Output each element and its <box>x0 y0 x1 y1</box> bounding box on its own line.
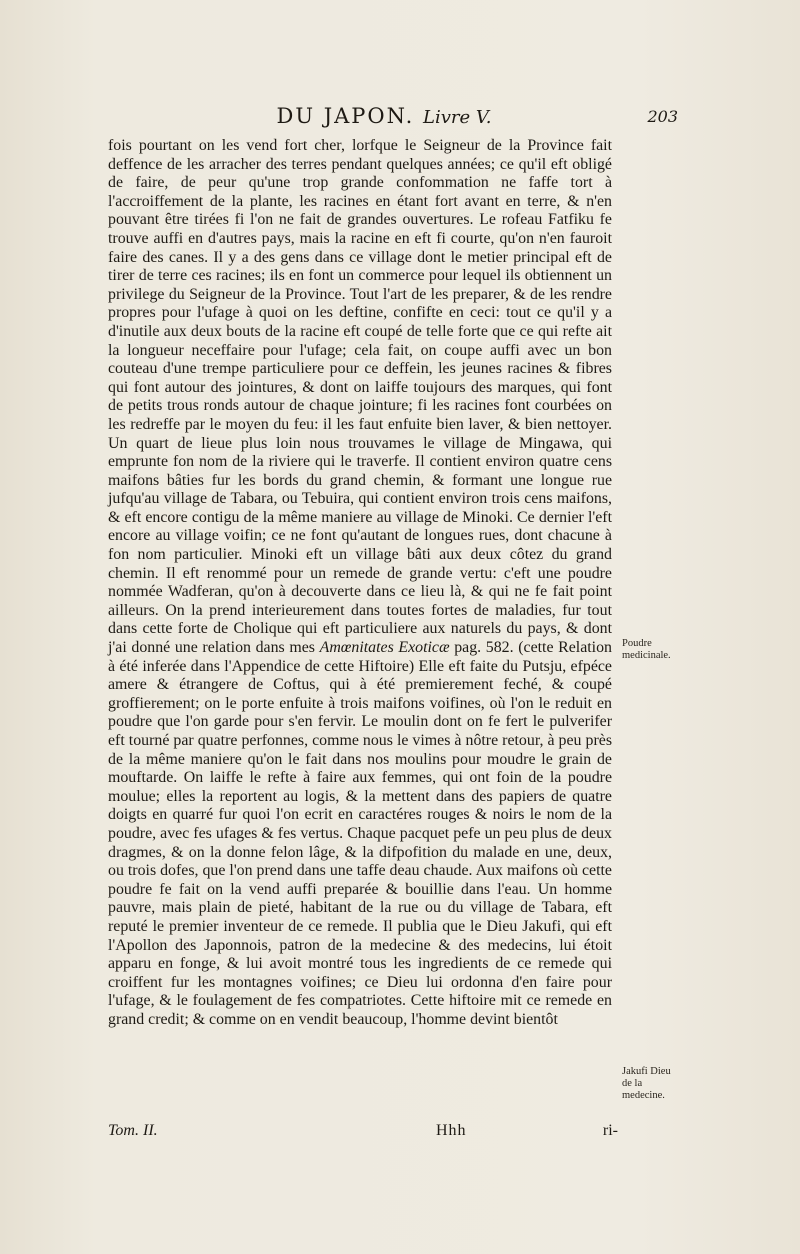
book-label: Livre V. <box>423 107 492 128</box>
text-segment-1: fois pourtant on les vend fort cher, lorfque le Seigneur de la Province fait deffence de les arracher des terres pendant quelques années; ce qu'il eft obligé de faire, de peur qu'une trop grande confommation ne faffe tort à l'accroiffement de la plante, les racines en étant fort avant en terre, & n'en pouvant être tirées fi l'on ne fait de grandes ouvertures. Le rofeau Fatfiku fe trouve auffi en d'autres pays, mais la racine en eft fi courte, qu'on n'en fauroit faire des canes. Il y a des gens dans ce village dont le metier principal eft de tirer de terre ces racines; ils en font un commerce pour lequel ils obtiennent un privilege du Seigneur de la Province. Tout l'art de les preparer, & de les rendre propres pour l'ufage à quoi on les deftine, confifte en ceci: tout ce qu'il y a d'inutile aux deux bouts de la racine eft coupé de telle forte que ce qui refte ait la longueur neceffaire pour l'ufage; cela fait, on coupe auffi avec un bon couteau d'une trempe particuliere pour ce deffein, les jeunes racines & fibres qui font autour des jointures, & dont on laiffe toujours des marques, qui font de petits trous ronds autour de chaque jointure; fi les racines font courbées on les redreffe par le moyen du feu: il les faut enfuite bien laver, & bien nettoyer. Un quart de lieue plus loin nous trouvames le village de Mingawa, qui emprunte fon nom de la riviere qui le traverfe. Il contient environ quatre cens maifons bâties fur les bords du grand chemin, & formant une longue rue jufqu'au village de Tabara, ou Tebuira, qui contient environ trois cens maifons, & eft encore contigu de la même maniere au village de Minoki. Ce dernier l'eft encore au village voifin; ce ne font qu'autant de longues rues, dont chacune à fon nom particulier. Minoki eft un village bâti aux deux côtez du grand chemin. Il eft renommé pour un remede de grande vertu: c'eft une poudre nommée Wadferan, qu'on à decouverte dans ce lieu là, & qui ne fe fait point ailleurs. On la prend interieurement dans toutes fortes de maladies, fur tout dans cette forte de Cholique qui eft particuliere aux naturels du pays, & dont j'ai donné une relation dans mes <box>108 137 612 657</box>
page-footer <box>108 1122 618 1144</box>
text-segment-2: pag. 582. (cette Relation à été inferée dans l'Appendice de cette Hiftoire) Elle eft faite du Putsju, efpéce amere & étrangere de Coftus, qui à été premierement feché, & coupé groffierement; on le porte enfuite à trois maifons voifines, où l'on le reduit en poudre que l'on garde pour s'en fervir. Le moulin dont on fe fert le pulverifer eft tourné par quatre perfonnes, comme nous le vimes à nôtre retour, à peu près de la même maniere qu'on le fait dans nos moulins pour moudre le grain de mouftarde. On laiffe le refte à faire aux femmes, qui ont foin de la poudre moulue; elles la reportent au logis, & la mettent dans des papiers de quatre doigts en quarré fur quoi l'on ecrit en caractéres rouges & noirs le nom de la poudre, avec fes ufages & fes vertus. Chaque pacquet pefe un peu plus de deux dragmes, & on la donne felon lâge, & la difpofition du malade en une, deux, ou trois dofes, que l'on prend dans une taffe deau chaude. Aux maifons où cette poudre fe fait on la vend auffi preparée & bouillie dans l'eau. Un homme pauvre, mais plain de pieté, habitant de la rue ou du village de Tabara, eft reputé le premier inventeur de ce remede. Il publia que le Dieu Jakufi, qui eft l'Apollon des Japonnois, patron de la medecine & des medecins, lui étoit apparu en fonge, & lui avoit montré tous les ingredients de ce remede qui croiffent fur les montagnes voifines; ce Dieu lui ordonna d'en faire pour l'ufage, & le foulagement de fes compatriotes. Cette hiftoire mit ce remede en grand credit; & comme on en vendit beaucoup, l'homme devint bientôt <box>108 639 612 1028</box>
signature-mark: Hhh <box>436 1122 467 1139</box>
volume-label: Tom. II. <box>108 1122 158 1139</box>
main-text <box>108 137 612 1030</box>
paragraph <box>108 137 612 1030</box>
page-header <box>100 104 790 134</box>
page-number: 203 <box>647 107 678 126</box>
margin-note-powder: Poudre medicinale. <box>622 638 671 661</box>
work-title: Amœnitates Exoticæ <box>319 639 450 657</box>
margin-note-jakufi: Jakufi Dieu de la medecine. <box>622 1066 671 1101</box>
catchword: ri- <box>602 1122 618 1139</box>
running-title-text: DU JAPON. <box>276 104 415 128</box>
running-title <box>100 104 668 128</box>
